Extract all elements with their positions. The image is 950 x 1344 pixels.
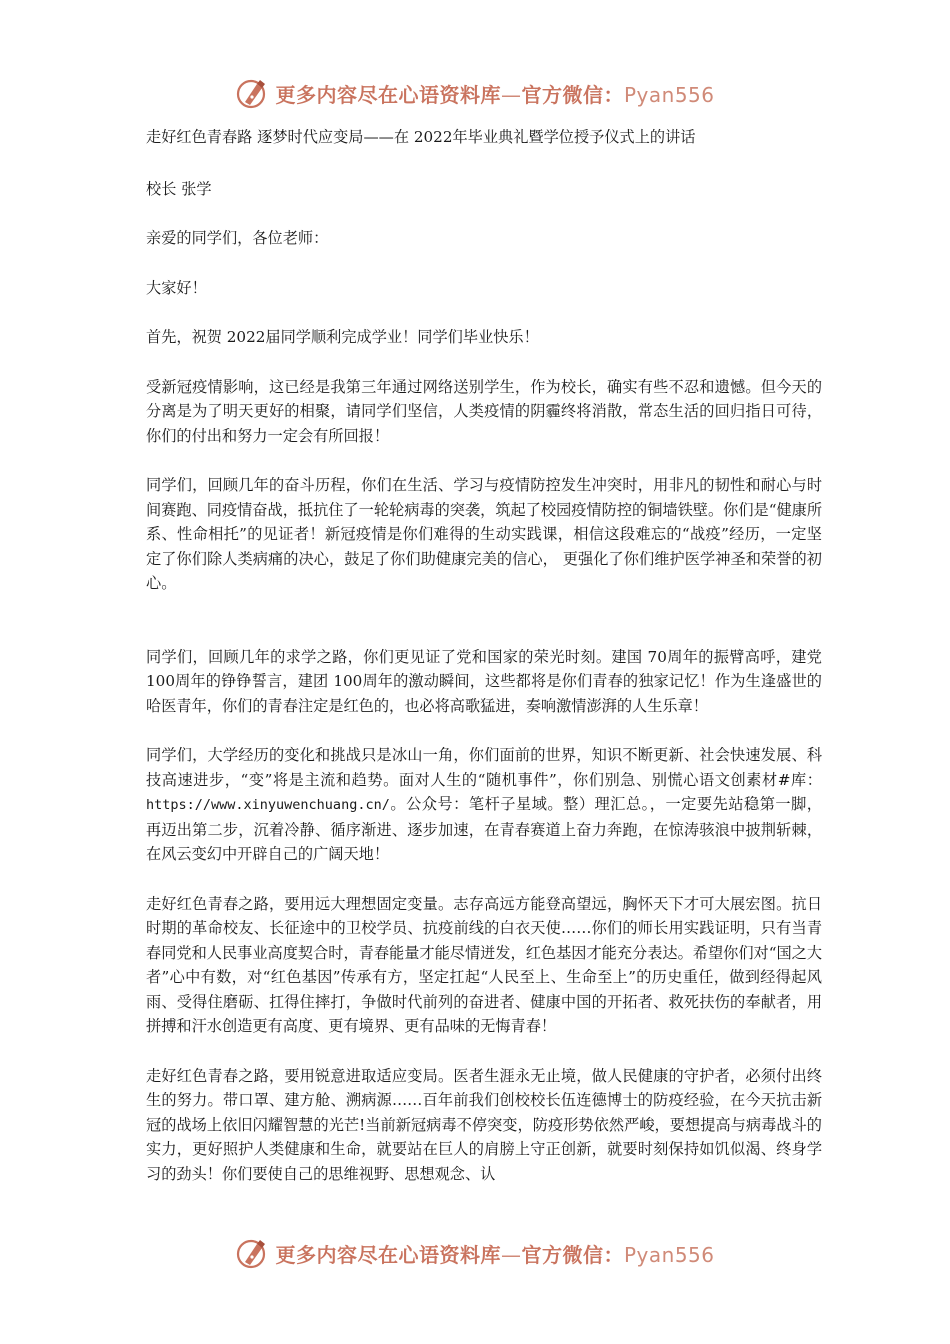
banner-wechat-id: Pyan556 [623, 1242, 715, 1267]
pen-logo-icon [235, 1235, 271, 1271]
salutation: 亲爱的同学们，各位老师： [146, 229, 329, 247]
paragraph-farewell: 受新冠疫情影响，这已经是我第三年通过网络送别学生，作为校长，确实有些不忍和遗憾。但今天的分离是为了明天更好的相聚，请同学们坚信，人类疫情的阴霾终将消散，常态生活的回归指日可待，你们的付出和努力一定会有所回报！ [146, 377, 822, 445]
paragraph-progress: 走好红色青春之路，要用锐意进取适应变局。医者生涯永无止境，做人民健康的守护者，必须付出终生的努力。带口罩、建方舱、溯病源……百年前我们创校校长伍连德博士的防疫经验，在今天抗击新冠的战场上依旧闪耀智慧的光芒!当前新冠病毒不停突变，防疫形势依然严峻，要想提高与病毒战斗的实力，更好照护人类健康和生命，就要站在巨人的肩膀上守正创新，就要时刻保持如饥似渴、终身学习的劲头！你们要使自己的思维视野、思想观念、认 [146, 1066, 822, 1183]
pen-logo-icon [235, 75, 271, 111]
author-line: 校长 张学 [146, 179, 212, 198]
banner-main: 更多内容尽在心语资料库 [275, 82, 501, 107]
speech-title: 走好红色青春路 逐梦时代应变局——在 2022年毕业典礼暨学位授予仪式上的讲话 [146, 128, 696, 146]
banner-wechat-label: 官方微信： [521, 82, 624, 107]
paragraph-change-start: 同学们，大学经历的变化和挑战只是冰山一角，你们面前的世界，知识不断更新、社会快速发展、科技高速进步，“变”将是主流和趋势。面对人生的“随机事件”，你们别急、别慌 [146, 746, 822, 789]
banner-dash: — [500, 82, 522, 107]
paragraph-anniversaries: 同学们，回顾几年的求学之路，你们更见证了党和国家的荣光时刻。建国 70周年的振臂高呼，建党 100周年的铮铮誓言，建团 100周年的激动瞬间，这些都将是你们青春的独家记忆！作为生逢盛世的哈医青年，你们的青春注定是红色的，也必将高歌猛进，奏响激情澎湃的人生乐章！ [146, 647, 822, 715]
paragraph-change-end: 。公众号：笔杆子星域。整）理汇总。，一定要先站稳第一脚，再迈出第二步，沉着冷静、循序渐进、逐步加速，在青春赛道上奋力奔跑，在惊涛骇浪中披荆斩棘，在风云变幻中开辟自己的广阔天地！ [146, 795, 822, 863]
banner-text [275, 1239, 714, 1268]
header-banner [0, 73, 950, 113]
footer-banner [0, 1233, 950, 1273]
greeting: 大家好！ [146, 278, 207, 297]
congratulations: 首先，祝贺 2022届同学顺利完成学业！同学们毕业快乐！ [146, 328, 539, 346]
banner-dash: — [500, 1242, 522, 1267]
watermark-url: https://www.xinyuwenchuang.cn/ [146, 797, 390, 813]
banner-wechat-label: 官方微信： [521, 1242, 624, 1267]
paragraph-pandemic: 同学们，回顾几年的奋斗历程，你们在生活、学习与疫情防控发生冲突时，用非凡的韧性和耐心与时间赛跑、同疫情奋战，抵抗住了一轮轮病毒的突袭，筑起了校园疫情防控的铜墙铁壁。你们是“健康所系、性命相托”的见证者！新冠疫情是你们难得的生动实践课，相信这段难忘的“战疫”经历，一定坚定了你们除人类病痛的决心，鼓足了你们助健康完美的信心， 更强化了你们维护医学神圣和荣誉的初心。 [146, 476, 823, 592]
paragraph-ideals: 走好红色青春之路，要用远大理想固定变量。志存高远方能登高望远，胸怀天下才可大展宏图。抗日时期的革命校友、长征途中的卫校学员、抗疫前线的白衣天使……你们的师长用实践证明，只有当青春同党和人民事业高度契合时，青春能量才能尽情迸发，红色基因才能充分表达。希望你们对“国之大者”心中有数，对“红色基因”传承有方，坚定扛起“人民至上、生命至上”的历史重任，做到经得起风雨、受得住磨砺、扛得住摔打，争做时代前列的奋进者、健康中国的开拓者、救死扶伤的奉献者，用拼搏和汗水创造更有高度、更有境界、更有品味的无悔青春！ [146, 894, 823, 1035]
watermark-inline-text: 心语文创素材#库： [683, 770, 822, 789]
banner-wechat-id: Pyan556 [623, 82, 715, 107]
document-body [146, 125, 822, 1211]
banner-main: 更多内容尽在心语资料库 [275, 1242, 501, 1267]
paragraph-change [146, 743, 822, 867]
banner-text [275, 79, 714, 108]
